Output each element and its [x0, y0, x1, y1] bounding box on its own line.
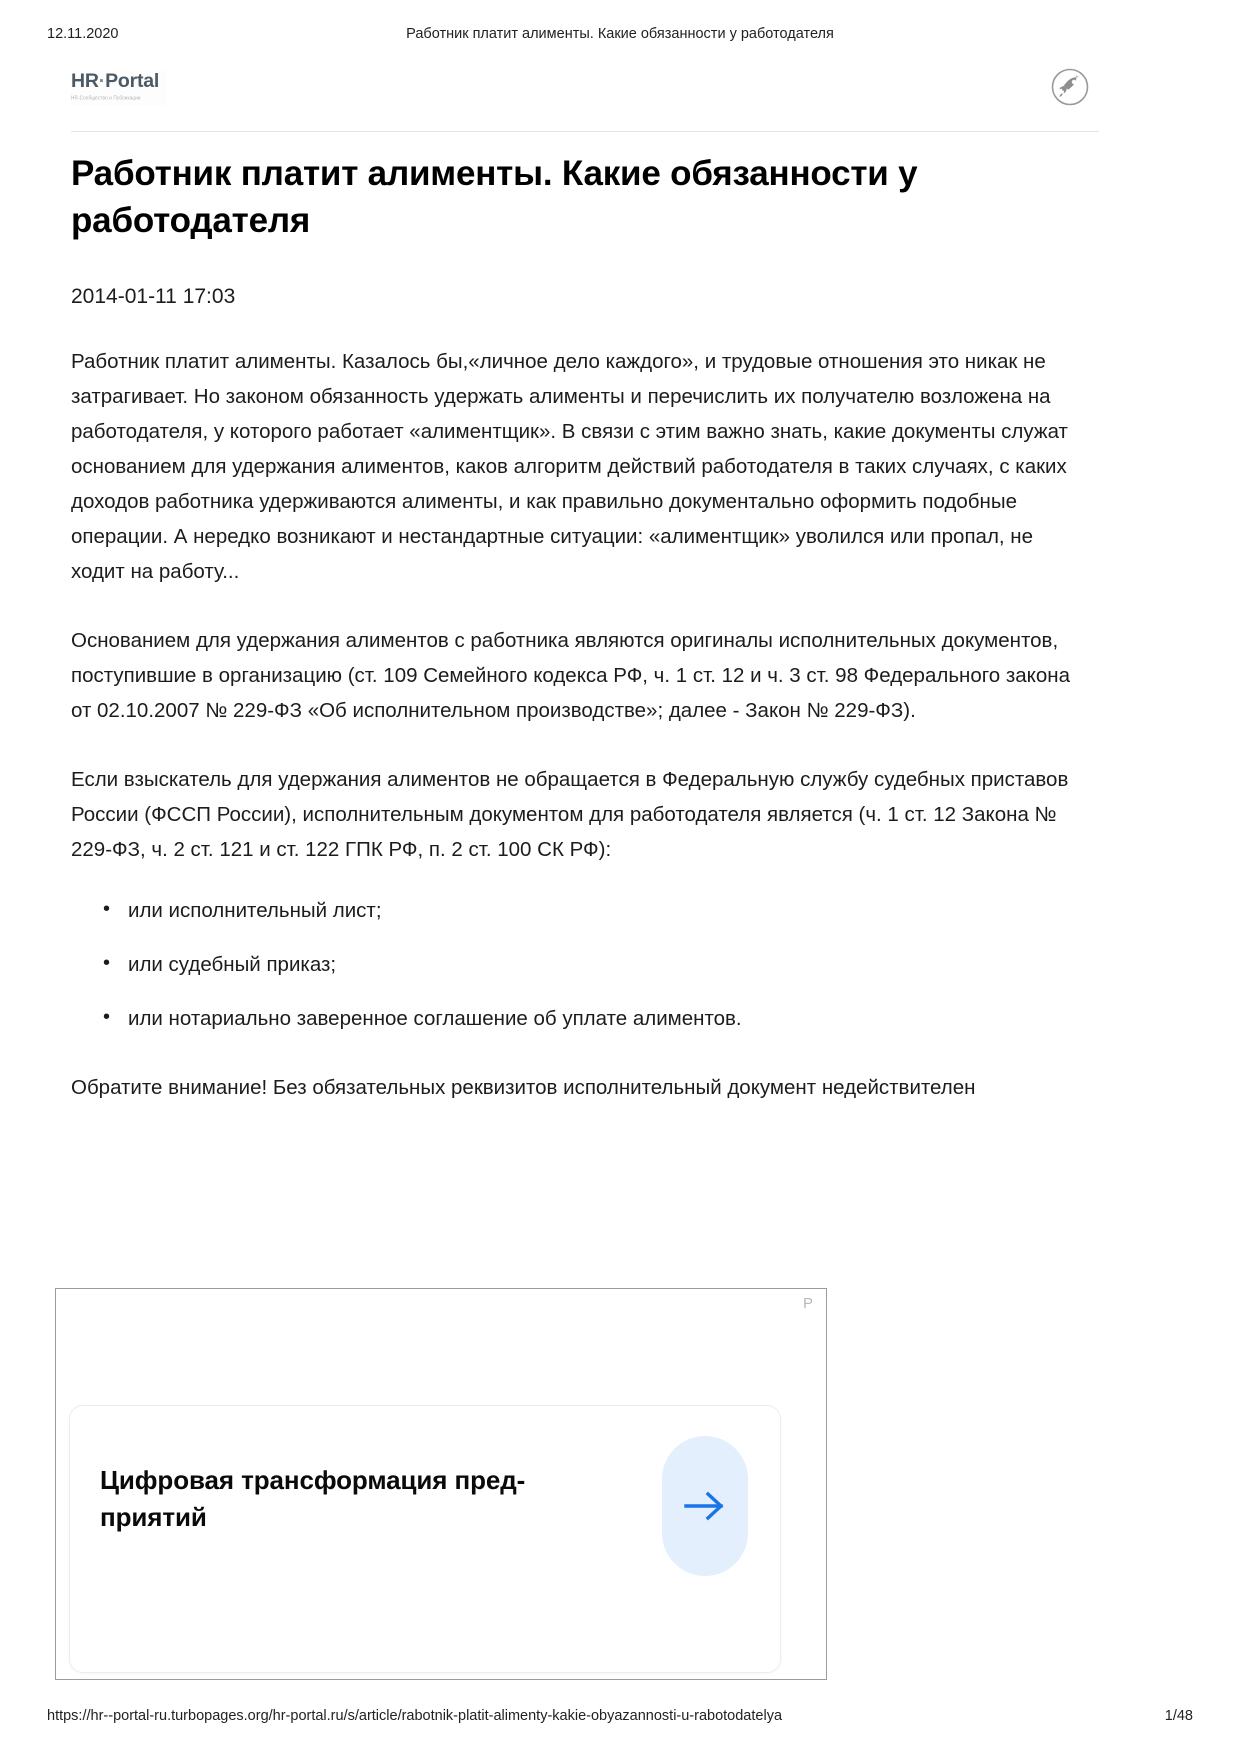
logo-wordmark — [71, 70, 167, 92]
article-paragraph-4: Обратите внимание! Без обязательных реквизитов исполнительный документ недействителен — [71, 1076, 976, 1099]
print-header — [0, 26, 1240, 46]
article-paragraph-1: Работник платит алименты. Казалось бы,«личное дело каждого», и трудовые отношения это никак не затрагивает. Но законом обязанность удержать алименты и перечислить их получателю возложена на работодателя, у которого работает «алиментщик». В связи с этим важно знать, какие документы служат основанием для удержания алиментов, каков алгоритм действий работодателя в таких случаях, с каких доходов работника удерживаются алименты, и как правильно документально оформить подобные операции. А нередко возникают и нестандартные ситуации: «алиментщик» уволился или пропал, не ходит на работу... — [71, 350, 1068, 583]
site-header — [71, 62, 1099, 130]
list-item: • или судебный приказ; — [97, 947, 1073, 982]
article-paragraph-3: Если взыскатель для удержания алиментов не обращается в Федеральную службу судебных приставов России (ФССП России), исполнительным документом для работодателя является (ч. 1 ст. 12 Закона № 229-ФЗ, ч. 2 ст. 121 и ст. 122 ГПК РФ, п. 2 ст. 100 СК РФ): — [71, 768, 1069, 861]
logo-text-portal: Portal — [105, 70, 160, 92]
article-body — [71, 150, 1073, 1105]
logo-dot: · — [98, 70, 106, 92]
print-footer — [0, 1708, 1240, 1728]
logo-text-hr: HR — [71, 70, 99, 92]
ad-cta-button[interactable] — [662, 1436, 748, 1576]
advertisement-container[interactable] — [55, 1288, 827, 1680]
rocket-icon — [1049, 66, 1091, 108]
print-title: Работник платит алименты. Какие обязанности у работодателя — [406, 26, 834, 42]
rocket-button[interactable] — [1047, 64, 1093, 110]
page-title: Работник платит алименты. Какие обязанности у работодателя — [71, 154, 918, 240]
ad-card-title: Цифровая трансформация пред-приятий — [100, 1465, 526, 1532]
logo-tagline: HR-Сообщество и Публикации — [71, 94, 141, 101]
source-url: https://hr--portal-ru.turbopages.org/hr-portal.ru/s/article/rabotnik-platit-alimenty-kakie-obyazannosti-u-rabotodatelya — [47, 1708, 783, 1724]
list-item: • или нотариально заверенное соглашение об уплате алиментов. — [97, 1001, 1073, 1036]
document-types-list — [71, 893, 1073, 1036]
list-item: • или исполнительный лист; — [97, 893, 1073, 928]
hr-portal-logo[interactable] — [71, 70, 167, 106]
ad-card[interactable] — [69, 1405, 781, 1673]
header-divider — [71, 131, 1099, 132]
article-paragraph-2: Основанием для удержания алиментов с работника являются оригиналы исполнительных документов, поступившие в организацию (ст. 109 Семейного кодекса РФ, ч. 1 ст. 12 и ч. 3 ст. 98 Федерального закона от 02.10.2007 № 229-ФЗ «Об исполнительном производстве»; далее - Закон № 229-ФЗ). — [71, 629, 1070, 722]
ad-label: Р — [802, 1295, 813, 1312]
arrow-right-icon — [681, 1489, 729, 1523]
print-date: 12.11.2020 — [47, 26, 119, 42]
page-number: 1/48 — [1164, 1708, 1193, 1724]
article-timestamp: 2014-01-11 17:03 — [71, 285, 236, 308]
